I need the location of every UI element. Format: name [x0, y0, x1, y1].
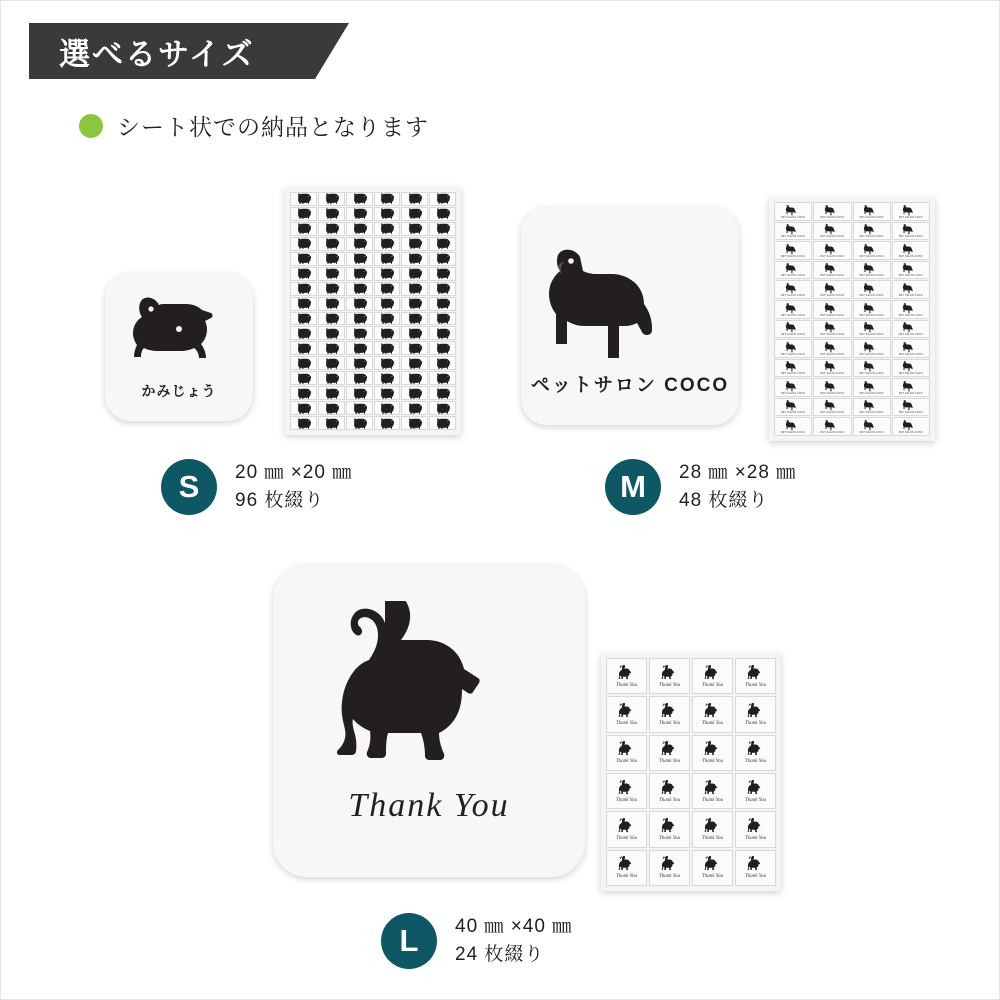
sticker-cell: [346, 416, 373, 430]
sticker-cell-label: Thank You: [658, 682, 681, 688]
sticker-cell-label: Thank You: [701, 797, 724, 803]
sticker-cell-label: Thank You: [701, 720, 724, 726]
sticker-cell-label: PET SALON COCO: [820, 352, 845, 356]
sticker-cell: [374, 371, 401, 385]
sticker-cell-label: PET SALON COCO: [859, 352, 884, 356]
sticker-cell: [429, 416, 456, 430]
sticker-cell-label: PET SALON COCO: [781, 293, 806, 297]
sticker-cell: [290, 297, 317, 311]
size-info-m: [605, 459, 796, 515]
sticker-card-m: [521, 207, 739, 425]
sticker-cell: [813, 261, 851, 280]
sticker-cell: [735, 811, 776, 847]
sticker-cell-label: PET SALON COCO: [898, 254, 923, 258]
sticker-cell: [813, 222, 851, 241]
sticker-card-m-label: ペットサロン COCO: [530, 375, 730, 396]
sticker-cell: [290, 326, 317, 340]
sticker-cell: [346, 252, 373, 266]
sticker-cell: [346, 341, 373, 355]
sticker-cell: [401, 282, 428, 296]
sticker-card-s-label: かみじょう: [141, 383, 217, 399]
size-count-m: 48 枚綴り: [679, 490, 769, 511]
sticker-cell-label: PET SALON COCO: [859, 313, 884, 317]
sticker-cell: [606, 658, 647, 694]
sticker-cell-label: PET SALON COCO: [898, 274, 923, 278]
sticker-cell: [649, 735, 690, 771]
sticker-cell: [318, 341, 345, 355]
sticker-cell-label: Thank You: [615, 682, 638, 688]
sticker-cell-label: PET SALON COCO: [781, 274, 806, 278]
sticker-cell-label: PET SALON COCO: [898, 372, 923, 376]
sticker-cell-label: PET SALON COCO: [820, 313, 845, 317]
sticker-cell: [318, 416, 345, 430]
sticker-cell: [429, 297, 456, 311]
sticker-cell: [318, 252, 345, 266]
sticker-cell: [429, 237, 456, 251]
sticker-cell: [374, 282, 401, 296]
sticker-cell: [853, 398, 891, 417]
sticker-cell: [429, 222, 456, 236]
sticker-cell: [401, 416, 428, 430]
sticker-cell-label: Thank You: [744, 797, 767, 803]
sticker-cell: [401, 401, 428, 415]
sticker-cell: [374, 237, 401, 251]
sticker-cell-label: PET SALON COCO: [859, 411, 884, 415]
size-info-l: [381, 913, 572, 969]
sticker-cell: [892, 339, 930, 358]
sticker-cell: [774, 261, 812, 280]
sticker-cell: [606, 850, 647, 886]
sticker-cell: [774, 378, 812, 397]
sticker-cell-label: PET SALON COCO: [781, 411, 806, 415]
size-badge-s: S: [161, 459, 217, 515]
sticker-cell: [735, 735, 776, 771]
sticker-cell: [346, 356, 373, 370]
sticker-cell: [374, 297, 401, 311]
size-dimensions-s: 20 ㎜ ×20 ㎜: [235, 462, 353, 484]
sticker-cell: [853, 241, 891, 260]
sticker-cell: [853, 202, 891, 221]
sticker-cell-label: Thank You: [658, 797, 681, 803]
sticker-cell: [318, 192, 345, 206]
sticker-cell-label: PET SALON COCO: [781, 391, 806, 395]
sticker-cell: [401, 207, 428, 221]
sticker-cell: [692, 696, 733, 732]
sticker-cell-label: PET SALON COCO: [820, 411, 845, 415]
sticker-cell: [892, 378, 930, 397]
sticker-cell: [374, 312, 401, 326]
sticker-sheet-s: [285, 187, 461, 435]
sticker-cell-label: PET SALON COCO: [898, 431, 923, 434]
sticker-cell: [318, 356, 345, 370]
sticker-cell-label: PET SALON COCO: [781, 254, 806, 258]
section-header: [29, 23, 349, 79]
sticker-cell: [318, 207, 345, 221]
sticker-cell: [735, 696, 776, 732]
sticker-cell: [290, 222, 317, 236]
sticker-cell: [735, 850, 776, 886]
sticker-cell: [649, 696, 690, 732]
size-badge-m: M: [605, 459, 661, 515]
sticker-cell: [401, 371, 428, 385]
sticker-cell-label: PET SALON COCO: [781, 313, 806, 317]
sticker-cell: [774, 300, 812, 319]
sticker-cell: [374, 222, 401, 236]
sticker-cell: [813, 300, 851, 319]
sticker-cell: [692, 773, 733, 809]
sticker-cell: [318, 386, 345, 400]
sticker-cell: [853, 339, 891, 358]
sticker-cell: [774, 417, 812, 436]
sticker-cell: [892, 280, 930, 299]
sticker-cell-label: PET SALON COCO: [820, 333, 845, 337]
sticker-cell-label: Thank You: [744, 759, 767, 765]
sticker-cell: [692, 850, 733, 886]
sticker-cell: [374, 386, 401, 400]
sticker-cell-label: PET SALON COCO: [859, 215, 884, 219]
sticker-cell-label: Thank You: [615, 874, 638, 880]
sticker-sheet-l: [601, 653, 781, 891]
sticker-cell: [429, 252, 456, 266]
sticker-cell-label: Thank You: [615, 759, 638, 765]
sticker-cell-label: Thank You: [658, 874, 681, 880]
sticker-cell: [346, 207, 373, 221]
sticker-cell: [606, 811, 647, 847]
sticker-cell: [374, 207, 401, 221]
sticker-cell-label: PET SALON COCO: [820, 372, 845, 376]
sticker-cell: [346, 192, 373, 206]
sticker-cell: [813, 320, 851, 339]
sticker-cell: [401, 222, 428, 236]
sticker-cell-label: Thank You: [658, 835, 681, 841]
sticker-cell: [290, 401, 317, 415]
sticker-cell: [401, 356, 428, 370]
sticker-cell-label: PET SALON COCO: [820, 254, 845, 258]
sticker-cell: [346, 371, 373, 385]
sticker-cell: [374, 356, 401, 370]
sticker-cell: [774, 280, 812, 299]
sticker-cell: [318, 326, 345, 340]
sticker-cell: [774, 359, 812, 378]
sticker-cell-label: PET SALON COCO: [859, 431, 884, 434]
sticker-cell: [290, 386, 317, 400]
sticker-cell: [892, 222, 930, 241]
sticker-card-l: [273, 565, 585, 877]
sticker-cell: [346, 386, 373, 400]
sticker-cell-label: Thank You: [744, 682, 767, 688]
sticker-cell: [892, 202, 930, 221]
sticker-cell: [429, 282, 456, 296]
sticker-cell: [692, 811, 733, 847]
sticker-cell: [853, 320, 891, 339]
sticker-cell: [692, 658, 733, 694]
sticker-cell: [290, 267, 317, 281]
sticker-cell-label: PET SALON COCO: [898, 411, 923, 415]
sticker-cell: [346, 222, 373, 236]
sticker-cell: [853, 359, 891, 378]
sticker-cell: [813, 398, 851, 417]
sticker-cell: [374, 341, 401, 355]
sticker-cell: [649, 850, 690, 886]
sticker-cell: [813, 378, 851, 397]
sticker-cell: [606, 773, 647, 809]
sticker-cell-label: Thank You: [615, 835, 638, 841]
sticker-cell: [813, 280, 851, 299]
sticker-cell-label: PET SALON COCO: [781, 372, 806, 376]
sticker-cell-label: PET SALON COCO: [859, 235, 884, 239]
sticker-cell: [892, 398, 930, 417]
sticker-cell: [429, 207, 456, 221]
sticker-cell: [401, 267, 428, 281]
sticker-cell: [774, 202, 812, 221]
sticker-cell: [853, 261, 891, 280]
sticker-cell-label: PET SALON COCO: [781, 431, 806, 434]
sticker-cell: [892, 300, 930, 319]
sticker-cell: [649, 773, 690, 809]
sticker-cell-label: PET SALON COCO: [898, 293, 923, 297]
sticker-cell: [892, 261, 930, 280]
header-note-text: シート状での納品となります: [117, 114, 429, 140]
sticker-cell: [346, 237, 373, 251]
sticker-cell: [401, 386, 428, 400]
sticker-cell: [892, 320, 930, 339]
size-count-s: 96 枚綴り: [235, 490, 325, 511]
sticker-cell: [853, 280, 891, 299]
sticker-cell: [290, 341, 317, 355]
sticker-cell: [735, 773, 776, 809]
sticker-cell: [429, 267, 456, 281]
sticker-cell: [401, 297, 428, 311]
sticker-cell: [813, 359, 851, 378]
sticker-cell: [429, 312, 456, 326]
dog-schnauzer-icon: [540, 241, 720, 361]
sticker-cell: [813, 241, 851, 260]
sticker-cell: [346, 312, 373, 326]
sticker-cell: [318, 312, 345, 326]
sticker-cell: [429, 371, 456, 385]
sticker-cell-label: Thank You: [744, 874, 767, 880]
size-badge-l: L: [381, 913, 437, 969]
sticker-cell: [853, 378, 891, 397]
sticker-cell: [649, 811, 690, 847]
sticker-cell: [429, 326, 456, 340]
sticker-cell: [892, 417, 930, 436]
sticker-cell-label: PET SALON COCO: [898, 391, 923, 395]
sticker-cell: [892, 359, 930, 378]
sticker-cell: [346, 297, 373, 311]
page-title: 選べるサイズ: [59, 36, 255, 72]
sticker-cell-label: PET SALON COCO: [820, 431, 845, 434]
sticker-card-l-label: Thank You: [348, 787, 510, 824]
sticker-cell: [429, 386, 456, 400]
sticker-cell: [290, 282, 317, 296]
size-count-l: 24 枚綴り: [455, 944, 545, 965]
sticker-cell-label: PET SALON COCO: [859, 333, 884, 337]
sticker-cell-label: PET SALON COCO: [820, 391, 845, 395]
sticker-cell: [606, 696, 647, 732]
sticker-cell: [813, 417, 851, 436]
sticker-cell-label: PET SALON COCO: [820, 274, 845, 278]
sticker-cell: [290, 312, 317, 326]
sticker-cell: [374, 416, 401, 430]
sticker-cell: [374, 192, 401, 206]
sticker-cell: [813, 339, 851, 358]
sticker-cell: [374, 252, 401, 266]
sticker-cell-label: PET SALON COCO: [898, 215, 923, 219]
sticker-cell: [318, 371, 345, 385]
sticker-card-s: [105, 273, 253, 421]
cat-walking-icon: [325, 601, 540, 781]
sticker-cell-label: PET SALON COCO: [859, 274, 884, 278]
sticker-cell: [374, 401, 401, 415]
sticker-cell-label: PET SALON COCO: [898, 235, 923, 239]
sticker-cell: [290, 416, 317, 430]
sticker-cell: [318, 401, 345, 415]
sticker-cell-label: Thank You: [615, 720, 638, 726]
sticker-cell: [346, 267, 373, 281]
sticker-cell: [735, 658, 776, 694]
sticker-cell-label: PET SALON COCO: [781, 235, 806, 239]
sticker-cell: [774, 339, 812, 358]
sticker-cell: [290, 371, 317, 385]
sticker-cell: [813, 202, 851, 221]
sticker-cell-label: PET SALON COCO: [820, 215, 845, 219]
sticker-cell: [318, 237, 345, 251]
sticker-cell: [692, 735, 733, 771]
sticker-cell: [374, 326, 401, 340]
sticker-cell: [774, 241, 812, 260]
header-note: [79, 109, 429, 142]
sticker-cell-label: PET SALON COCO: [820, 293, 845, 297]
sticker-cell: [318, 222, 345, 236]
sticker-cell: [429, 356, 456, 370]
sticker-cell: [290, 252, 317, 266]
sticker-cell-label: PET SALON COCO: [820, 235, 845, 239]
sticker-cell: [318, 267, 345, 281]
sticker-cell: [774, 320, 812, 339]
sticker-cell: [649, 658, 690, 694]
sticker-cell-label: PET SALON COCO: [859, 293, 884, 297]
sticker-cell: [853, 300, 891, 319]
sticker-cell-label: PET SALON COCO: [781, 352, 806, 356]
sticker-cell-label: Thank You: [701, 874, 724, 880]
sticker-cell: [853, 417, 891, 436]
size-info-s: [161, 459, 352, 515]
sticker-cell-label: Thank You: [701, 759, 724, 765]
sticker-cell: [429, 192, 456, 206]
sticker-cell-label: PET SALON COCO: [898, 333, 923, 337]
sticker-cell-label: Thank You: [701, 835, 724, 841]
sticker-cell: [290, 237, 317, 251]
sticker-cell: [346, 401, 373, 415]
sticker-cell: [401, 237, 428, 251]
size-dimensions-m: 28 ㎜ ×28 ㎜: [679, 462, 797, 484]
sticker-cell-label: Thank You: [744, 835, 767, 841]
sticker-cell-label: PET SALON COCO: [898, 313, 923, 317]
sticker-cell: [290, 207, 317, 221]
dog-cocker-spaniel-icon: [121, 293, 241, 373]
sticker-cell-label: PET SALON COCO: [781, 333, 806, 337]
sticker-cell: [774, 398, 812, 417]
sticker-cell: [429, 401, 456, 415]
sticker-cell: [401, 312, 428, 326]
sticker-cell: [606, 735, 647, 771]
bullet-dot-icon: [79, 114, 103, 138]
sticker-cell-label: PET SALON COCO: [859, 254, 884, 258]
sticker-cell: [290, 356, 317, 370]
sticker-cell: [401, 252, 428, 266]
sticker-sheet-m: [769, 197, 935, 441]
sticker-cell: [401, 341, 428, 355]
sticker-cell: [346, 326, 373, 340]
sticker-cell-label: Thank You: [615, 797, 638, 803]
sticker-cell: [429, 341, 456, 355]
sticker-cell-label: PET SALON COCO: [859, 372, 884, 376]
sticker-cell-label: Thank You: [658, 720, 681, 726]
sticker-cell: [774, 222, 812, 241]
sticker-cell-label: PET SALON COCO: [781, 215, 806, 219]
sticker-cell-label: Thank You: [744, 720, 767, 726]
sticker-cell: [318, 297, 345, 311]
sticker-cell: [892, 241, 930, 260]
sticker-cell: [401, 326, 428, 340]
sticker-cell-label: PET SALON COCO: [898, 352, 923, 356]
sticker-cell: [318, 282, 345, 296]
sticker-cell: [853, 222, 891, 241]
sticker-cell: [374, 267, 401, 281]
sticker-cell-label: PET SALON COCO: [859, 391, 884, 395]
size-dimensions-l: 40 ㎜ ×40 ㎜: [455, 916, 573, 938]
sticker-cell: [346, 282, 373, 296]
sticker-cell: [290, 192, 317, 206]
sticker-cell: [401, 192, 428, 206]
sticker-cell-label: Thank You: [701, 682, 724, 688]
sticker-cell-label: Thank You: [658, 759, 681, 765]
